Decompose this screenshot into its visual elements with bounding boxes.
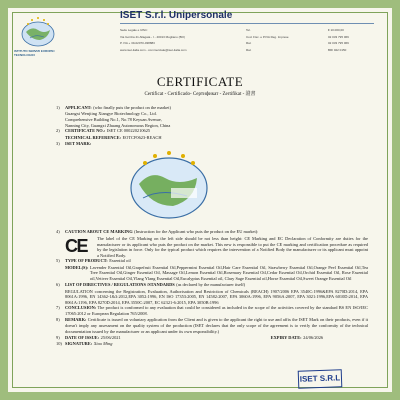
iset-logo <box>18 14 58 50</box>
type-of-product-value: Essential oil <box>109 258 131 264</box>
section-number: 6) <box>56 282 60 288</box>
iset-mark-logo <box>125 148 213 226</box>
section-number: 1) <box>56 105 60 110</box>
header-values <box>328 27 349 53</box>
header-rule <box>120 23 374 24</box>
certificate-subtitle: Certificat - Certificado- Сертификат - Zertifikat - 證書 <box>144 92 256 97</box>
conclusion-label: CONCLUSION: <box>65 305 97 311</box>
type-of-product-label: TYPE OF PRODUCT: <box>65 258 108 264</box>
company-name: ISET S.r.l. Unipersonale <box>120 10 233 21</box>
certificate-title: CERTIFICATE <box>156 74 244 89</box>
technical-reference-section <box>65 135 368 141</box>
caution-text: The label of the CE Marking on the left side should be not less than height: CE Marking and EC Declaration of Conformity are duties for the manufacturer or its applicant who puts the product on the market. This new is responsible to put the CE marking and certification procedure as required by the legislation in force. Only for the typical product which requires the intervention of a Notified Body the manufacturer or its applicant must appoint a Notified Body. <box>97 235 368 258</box>
signature-section <box>56 341 368 347</box>
applicant-line: Guangxi Wenjiing Xiangye Biotechnology Co., Ltd. <box>65 111 157 117</box>
certificate-body <box>56 105 368 348</box>
directives-note: (as declared by the manufacturer itself) <box>176 282 246 288</box>
issue-date-label: DATE OF ISSUE: <box>65 335 100 341</box>
iset-mark-label: ISET MARK: <box>65 140 92 146</box>
section-number: 4) <box>56 229 60 235</box>
header-value: BRI 022 0150 <box>328 47 347 52</box>
section-number: 9) <box>56 335 60 341</box>
header-value: 02 033 795 069 <box>328 41 349 45</box>
header-labels <box>246 27 289 53</box>
technical-reference-label: TECHNICAL REFERENCE: <box>65 134 121 140</box>
expiry-date-label: EXPIRY DATE: <box>270 335 302 341</box>
signature-value: Xiao Ming <box>93 341 113 347</box>
header-value: € 10.000,00 <box>328 28 344 32</box>
header-address-line: Via Gorizia 41 Allagata - I - 40013 Mogliano (BO) <box>120 34 185 39</box>
caution-body <box>65 236 368 258</box>
iset-mark-area <box>65 147 368 229</box>
section-number: 3) <box>56 140 60 146</box>
iset-mark-section <box>56 141 368 147</box>
header-address <box>120 27 187 53</box>
section-number: 8) <box>56 317 60 323</box>
remark-label: REMARK: <box>65 317 87 323</box>
section-number: 2) <box>56 128 60 134</box>
applicant-label: APPLICANT: <box>65 105 92 110</box>
conclusion-section <box>56 305 368 316</box>
section-number: 5) <box>56 258 60 264</box>
issue-date-value: 25/06/2021 <box>100 335 121 341</box>
header-label: Tel. <box>246 28 251 32</box>
certificate-number-section <box>56 128 368 134</box>
date-section <box>56 335 368 341</box>
certificate-number-label: CERTIFICATE NO.: <box>65 128 106 134</box>
certificate-number-value: ISET CE 000220210625 <box>106 128 151 134</box>
applicant-note: (who finally puts the product on the market) <box>93 105 171 110</box>
signature-label: SIGNATURE: <box>65 341 93 347</box>
header-value: 02 033 795 069 <box>328 34 349 39</box>
models-label: MODEL(S): <box>65 264 89 270</box>
conclusion-text <box>65 305 368 316</box>
header-address-line: Sede Legale e Uffici: <box>120 28 148 32</box>
directives-body: REGULATION concerning the Registration, Evaluation, Authorisation and Restriction of Chemicals (REACH) 1907/2006 EPA 3540C:1996&EPA 8270D:2014, EPA 8061A:1996, EN 14362-1&3:2012,EPA 3052:1996, EN ISO 17353:2005, EN 14582:2007, EPA 3060A:1996, EPA 9056A:2007, EPA 3021:1996,EPA 6010D:2014, EPA 8061A:1196, EPA 8270D:2014, EPA 3550C:2007, EC 62321-6:2015, EPA 3050B:1996 <box>65 288 368 305</box>
caution-note: (Instruction for the Applicant who puts the product on the EU market): <box>134 229 259 235</box>
remark-body: Certificate is issued on voluntary application from the Client and is given to the applicant the right to use and affix the ISET Mark on their products, even if it doesn't imply any assessment on the quality system of the production (ISET declares that the only scope of the agreement is to verify the conformity of the technical documentation issued by the manufacturer or an applicant under its own responsibility.) <box>65 317 368 334</box>
technical-reference-value: EOTCF0623-REACH <box>122 134 162 140</box>
header-address-line: www.iset-italia.com - commerciale@iset-italia.com <box>120 47 187 52</box>
header-label: Cod. Fisc. e P.IVA Reg. Imprese <box>246 34 289 39</box>
models-section <box>65 265 368 282</box>
remark-section <box>56 317 368 334</box>
logo-caption: ISTITUTO SERVIZI EUROPEI TECNOLOGICI <box>14 49 55 57</box>
section-number: 7) <box>56 305 60 311</box>
models-value: Lavender Essential Oil,Grapefruit Essential Oil,Peppermint Essential Oil,Hair Care Essential Oil, Strawberry Essential Oil,Orange Peel Essential Oil,Tea Tree Essential Oil,Ginger Essential Oil, Massage Oil,Lemon Essential Oil,Rosemary Essential Oil,Cedar Essential Oil,Orchid Essential Oil, Rose Essential oil,Vetiver Essential Oil,Ylang Ylang Essential Oil,Eucalyptus Essential oil, Clary Sage Essential oil,Horse Essential Oil,Sweet Orange Essential Oil <box>89 264 368 281</box>
applicant-line: Nanning City, Guangxi Zhuang Autonomous Region, China <box>65 122 171 128</box>
type-of-product-section <box>56 258 368 264</box>
section-number: 10) <box>56 341 62 347</box>
ce-mark: CE <box>65 235 88 256</box>
applicant-address <box>65 111 368 128</box>
remark-text <box>65 317 368 334</box>
caution-label: CAUTION ABOUT CE MARKING <box>65 229 133 235</box>
expiry-date-value: 24/06/2026 <box>303 335 324 341</box>
header-label: Ral. <box>246 47 252 52</box>
conclusion-body: The product is conformed to any evaluation that could be considered as included in the scope of the activities covered by the standard BS EN ISO/IEC 17065:2012 or European Regulation 765/2008. <box>65 305 368 317</box>
directives-label: LIST OF DIRECTIVES / REGULATIONS /STANDARDS <box>65 282 175 288</box>
applicant-section <box>56 105 368 111</box>
applicant-line: Comprehensive Building No.1, No.78 Keyuan Avenue, <box>65 116 162 122</box>
directives-section <box>56 282 368 288</box>
iset-stamp: ISET S.R.L <box>298 369 343 389</box>
caution-section <box>56 229 368 235</box>
header-label: Ral. <box>246 41 252 45</box>
header-address-line: P. IVA + 39-02070-038883 <box>120 41 155 45</box>
